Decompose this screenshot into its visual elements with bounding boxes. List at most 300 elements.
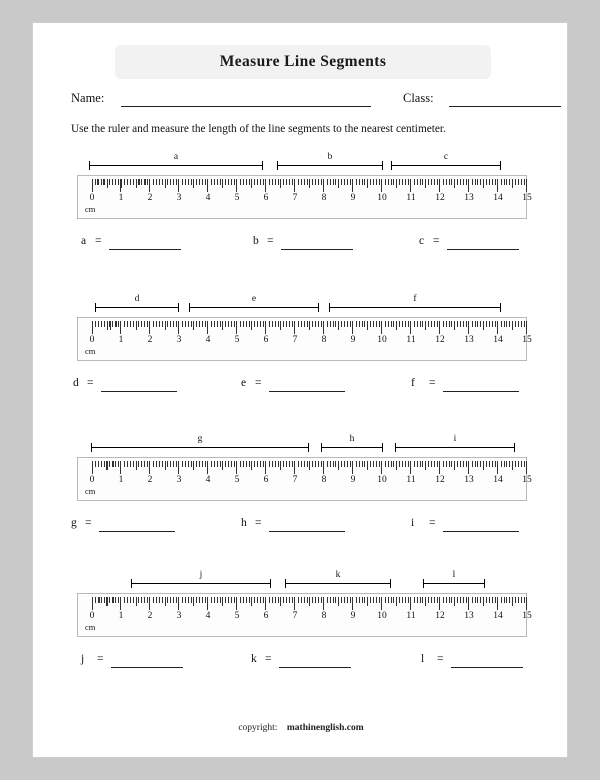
ruler-tick	[379, 461, 380, 467]
ruler-tick	[352, 179, 353, 192]
ruler-tick	[165, 321, 166, 330]
ruler-tick	[422, 179, 423, 185]
ruler-tick	[391, 461, 392, 467]
ruler-tick	[225, 179, 226, 185]
ruler-tick	[457, 179, 458, 185]
ruler-tick	[178, 597, 179, 610]
ruler-tick	[159, 461, 160, 467]
answer-row	[33, 653, 569, 673]
ruler-number: 13	[464, 193, 474, 203]
ruler-tick	[176, 321, 177, 327]
answer-key-j: j	[81, 653, 85, 665]
ruler-tick	[115, 597, 116, 603]
ruler-tick	[153, 461, 154, 467]
ruler-tick	[286, 179, 287, 185]
ruler-tick	[104, 321, 105, 327]
segment-bar-c	[391, 165, 501, 166]
ruler-tick	[207, 461, 208, 474]
ruler-number: 1	[118, 335, 124, 345]
ruler-tick	[381, 179, 382, 192]
segment-bar-h	[321, 447, 383, 448]
ruler-tick	[101, 597, 102, 603]
ruler-tick	[352, 321, 353, 334]
ruler-tick	[220, 321, 221, 327]
ruler-tick	[199, 179, 200, 185]
ruler-tick	[202, 597, 203, 603]
ruler-tick	[356, 461, 357, 467]
ruler-tick	[207, 179, 208, 192]
ruler-number: 13	[464, 475, 474, 485]
ruler-tick	[483, 179, 484, 188]
segment-bar-g	[91, 447, 309, 448]
segment-label-g: g	[197, 434, 203, 444]
ruler-tick	[367, 179, 368, 188]
ruler-tick	[367, 461, 368, 470]
ruler-tick	[156, 321, 157, 327]
ruler-tick	[509, 179, 510, 185]
ruler-tick	[347, 461, 348, 467]
ruler-tick	[147, 461, 148, 467]
ruler-tick	[196, 461, 197, 467]
ruler-tick	[437, 179, 438, 185]
ruler-tick	[130, 321, 131, 327]
ruler-tick	[495, 321, 496, 327]
ruler-tick	[275, 597, 276, 603]
ruler-tick	[289, 461, 290, 467]
ruler-tick	[165, 461, 166, 470]
ruler-tick	[275, 179, 276, 185]
ruler-tick	[504, 461, 505, 467]
ruler-tick	[254, 597, 255, 603]
ruler-tick	[521, 597, 522, 603]
ruler-tick	[341, 179, 342, 185]
segment-label-l: l	[452, 570, 456, 580]
ruler-tick	[443, 179, 444, 185]
ruler-tick	[414, 597, 415, 603]
ruler-tick	[492, 179, 493, 185]
ruler-tick	[460, 179, 461, 185]
ruler-tick	[265, 597, 266, 610]
ruler-tick	[170, 179, 171, 185]
ruler-tick	[417, 321, 418, 327]
ruler-tick	[359, 179, 360, 185]
ruler-tick	[333, 179, 334, 185]
ruler-tick	[504, 179, 505, 185]
ruler-tick	[446, 179, 447, 185]
ruler-tick	[489, 597, 490, 603]
ruler-tick	[280, 597, 281, 606]
ruler-number: 1	[118, 611, 124, 621]
ruler-number: 11	[406, 335, 416, 345]
ruler-number: 11	[406, 475, 416, 485]
ruler-tick	[480, 321, 481, 327]
ruler-tick	[159, 321, 160, 327]
ruler-number: 14	[493, 335, 503, 345]
ruler-tick	[312, 179, 313, 185]
ruler-number: 6	[263, 335, 269, 345]
ruler-tick	[298, 461, 299, 467]
ruler-tick	[312, 597, 313, 603]
ruler-tick	[254, 321, 255, 327]
class-input[interactable]	[449, 106, 561, 107]
segment-row	[33, 435, 569, 455]
answer-blank-g[interactable]	[99, 531, 175, 532]
ruler-number: 0	[89, 193, 95, 203]
ruler-tick	[193, 461, 194, 470]
ruler-tick	[422, 597, 423, 603]
ruler-tick	[381, 321, 382, 334]
ruler-tick	[278, 321, 279, 327]
ruler-tick	[344, 461, 345, 467]
ruler-tick	[434, 321, 435, 327]
ruler-tick	[454, 597, 455, 606]
ruler-tick	[408, 321, 409, 327]
name-input[interactable]	[121, 106, 371, 107]
ruler-tick	[402, 179, 403, 185]
ruler-tick	[330, 321, 331, 327]
ruler-tick	[167, 597, 168, 603]
answer-key-l: l	[421, 653, 425, 665]
ruler-tick	[236, 179, 237, 192]
answer-key-d: d	[73, 377, 79, 389]
ruler-number: 12	[435, 335, 445, 345]
segment-label-b: b	[327, 152, 333, 162]
ruler-tick	[405, 597, 406, 603]
segment-label-d: d	[134, 294, 140, 304]
ruler-tick	[202, 461, 203, 467]
ruler-tick	[410, 461, 411, 474]
ruler-tick	[92, 321, 93, 334]
ruler-tick	[112, 597, 113, 603]
ruler-tick	[124, 321, 125, 327]
ruler-tick	[234, 461, 235, 467]
ruler-tick	[501, 461, 502, 467]
ruler-tick	[431, 461, 432, 467]
ruler-tick	[107, 597, 108, 606]
ruler-tick	[173, 321, 174, 327]
ruler-tick	[333, 597, 334, 603]
ruler-tick	[257, 597, 258, 603]
ruler-tick	[472, 321, 473, 327]
ruler-tick	[350, 321, 351, 327]
ruler-tick	[269, 597, 270, 603]
ruler-tick	[468, 179, 469, 192]
ruler-tick	[191, 597, 192, 603]
ruler-tick	[515, 461, 516, 467]
ruler-tick	[388, 179, 389, 185]
ruler-tick	[120, 179, 121, 192]
ruler-tick	[249, 321, 250, 327]
ruler-tick	[182, 461, 183, 467]
ruler-tick	[254, 461, 255, 467]
ruler-tick	[188, 179, 189, 185]
ruler-tick	[246, 461, 247, 467]
ruler-tick	[173, 597, 174, 603]
ruler-tick	[211, 597, 212, 603]
ruler-tick	[246, 179, 247, 185]
ruler-tick	[341, 597, 342, 603]
ruler-tick	[292, 321, 293, 327]
ruler-tick	[315, 597, 316, 603]
ruler-tick	[307, 321, 308, 327]
ruler-tick	[236, 597, 237, 610]
ruler-tick	[451, 179, 452, 185]
ruler-tick	[468, 461, 469, 474]
ruler-tick	[335, 321, 336, 327]
ruler-tick	[524, 179, 525, 185]
ruler-number: 5	[234, 611, 240, 621]
ruler-tick	[286, 461, 287, 467]
ruler-tick	[506, 597, 507, 603]
ruler-tick	[182, 179, 183, 185]
answer-blank-c[interactable]	[447, 249, 519, 250]
answer-blank-f[interactable]	[443, 391, 519, 392]
ruler-tick	[220, 597, 221, 603]
segment-bar-b	[277, 165, 383, 166]
answer-row	[33, 235, 569, 255]
equals-sign: =	[267, 235, 274, 247]
segment-bar-f	[329, 307, 501, 308]
ruler-tick	[112, 461, 113, 467]
answer-blank-e[interactable]	[269, 391, 345, 392]
ruler-tick	[425, 597, 426, 606]
ruler-tick	[356, 597, 357, 603]
ruler-tick	[120, 321, 121, 334]
ruler-tick	[428, 461, 429, 467]
ruler-tick	[156, 461, 157, 467]
answer-blank-i[interactable]	[443, 531, 519, 532]
ruler	[77, 457, 532, 501]
ruler-tick	[236, 321, 237, 334]
ruler-tick	[338, 179, 339, 188]
instruction-text: Use the ruler and measure the length of the line segments to the nearest centimeter.	[71, 123, 446, 135]
ruler-tick	[480, 179, 481, 185]
equals-sign: =	[429, 377, 436, 389]
ruler-tick	[144, 597, 145, 603]
answer-blank-a[interactable]	[109, 249, 181, 250]
ruler-number: 14	[493, 475, 503, 485]
ruler-tick	[178, 179, 179, 192]
paper-sheet	[32, 22, 568, 758]
ruler-tick	[489, 461, 490, 467]
ruler-tick	[133, 461, 134, 467]
ruler-tick	[385, 461, 386, 467]
ruler-tick	[449, 179, 450, 185]
ruler-tick	[344, 597, 345, 603]
ruler-unit-label: cm	[85, 204, 96, 214]
ruler-tick	[207, 597, 208, 610]
answer-blank-h[interactable]	[269, 531, 345, 532]
ruler-tick	[130, 179, 131, 185]
ruler-tick	[257, 461, 258, 467]
ruler-tick	[265, 461, 266, 474]
ruler-tick	[176, 179, 177, 185]
ruler-ticks	[78, 176, 532, 203]
ruler-number: 9	[350, 335, 356, 345]
ruler-tick	[170, 597, 171, 603]
ruler-tick	[112, 179, 113, 185]
ruler-tick	[335, 179, 336, 185]
ruler-tick	[420, 461, 421, 467]
ruler-tick	[396, 179, 397, 188]
ruler-tick	[272, 461, 273, 467]
ruler-tick	[196, 179, 197, 185]
ruler-tick	[294, 461, 295, 474]
equals-sign: =	[95, 235, 102, 247]
segment-bar-d	[95, 307, 179, 308]
ruler-tick	[333, 461, 334, 467]
ruler-tick	[278, 597, 279, 603]
ruler-tick	[399, 179, 400, 185]
ruler-tick	[521, 321, 522, 327]
ruler-tick	[376, 321, 377, 327]
ruler-tick	[391, 321, 392, 327]
ruler-tick	[443, 461, 444, 467]
ruler-tick	[231, 321, 232, 327]
ruler-tick	[338, 597, 339, 606]
ruler-number: 8	[321, 193, 327, 203]
segment-bar-j	[131, 583, 271, 584]
ruler-unit-label: cm	[85, 486, 96, 496]
page-title: Measure Line Segments	[219, 53, 387, 70]
ruler-tick	[439, 321, 440, 334]
ruler-tick	[275, 461, 276, 467]
ruler-tick	[454, 179, 455, 188]
ruler-tick	[294, 321, 295, 334]
ruler-number: 8	[321, 475, 327, 485]
ruler-tick	[399, 461, 400, 467]
ruler-tick	[118, 461, 119, 467]
ruler-tick	[304, 461, 305, 467]
ruler-tick	[199, 597, 200, 603]
ruler-tick	[165, 179, 166, 188]
ruler-tick	[222, 321, 223, 330]
ruler-number: 8	[321, 335, 327, 345]
ruler-number: 0	[89, 611, 95, 621]
ruler-tick	[234, 321, 235, 327]
ruler-tick	[98, 321, 99, 327]
ruler-tick	[141, 597, 142, 603]
ruler-tick	[228, 179, 229, 185]
answer-row	[33, 377, 569, 397]
ruler-tick	[515, 179, 516, 185]
ruler-tick	[437, 321, 438, 327]
ruler-tick	[323, 461, 324, 474]
ruler-number: 6	[263, 475, 269, 485]
ruler-tick	[249, 461, 250, 467]
ruler-tick	[466, 597, 467, 603]
ruler-tick	[202, 321, 203, 327]
answer-blank-b[interactable]	[281, 249, 353, 250]
ruler-tick	[188, 321, 189, 327]
ruler-tick	[269, 321, 270, 327]
ruler-number: 8	[321, 611, 327, 621]
ruler-unit-label: cm	[85, 346, 96, 356]
ruler-number: 10	[377, 193, 387, 203]
ruler-tick	[526, 179, 527, 192]
ruler-tick	[477, 179, 478, 185]
ruler-number: 0	[89, 475, 95, 485]
ruler-tick	[439, 461, 440, 474]
segment-row	[33, 153, 569, 173]
ruler-tick	[95, 597, 96, 603]
ruler-tick	[185, 321, 186, 327]
answer-blank-l[interactable]	[451, 667, 523, 668]
ruler-tick	[446, 461, 447, 467]
ruler-tick	[428, 321, 429, 327]
ruler-tick	[428, 597, 429, 603]
ruler-tick	[92, 597, 93, 610]
ruler-tick	[312, 461, 313, 467]
ruler-tick	[211, 461, 212, 467]
ruler-tick	[396, 461, 397, 470]
ruler-tick	[243, 461, 244, 467]
ruler-tick	[475, 461, 476, 467]
ruler-number: 7	[292, 193, 298, 203]
ruler-number: 15	[522, 335, 532, 345]
answer-key-e: e	[241, 377, 247, 389]
ruler-tick	[321, 597, 322, 603]
answer-blank-j[interactable]	[111, 667, 183, 668]
ruler-tick	[95, 321, 96, 327]
ruler-tick	[388, 597, 389, 603]
ruler-tick	[497, 597, 498, 610]
ruler-tick	[509, 321, 510, 327]
ruler-tick	[405, 321, 406, 327]
ruler-tick	[304, 597, 305, 603]
answer-key-g: g	[71, 517, 77, 529]
ruler-number: 13	[464, 611, 474, 621]
ruler-tick	[521, 179, 522, 185]
ruler-tick	[240, 179, 241, 185]
ruler-tick	[518, 597, 519, 603]
ruler-tick	[410, 179, 411, 192]
answer-blank-k[interactable]	[279, 667, 351, 668]
ruler-tick	[506, 179, 507, 185]
ruler-tick	[133, 179, 134, 185]
ruler-tick	[167, 461, 168, 467]
ruler-tick	[501, 597, 502, 603]
ruler-tick	[486, 321, 487, 327]
ruler-tick	[95, 179, 96, 185]
ruler-tick	[512, 461, 513, 470]
ruler-tick	[156, 179, 157, 185]
ruler-tick	[315, 321, 316, 327]
ruler-tick	[312, 321, 313, 327]
ruler-tick	[370, 597, 371, 603]
ruler-tick	[330, 179, 331, 185]
ruler-tick	[434, 179, 435, 185]
ruler-tick	[381, 461, 382, 474]
ruler-tick	[323, 597, 324, 610]
ruler-tick	[162, 461, 163, 467]
ruler-tick	[149, 321, 150, 334]
ruler-tick	[115, 461, 116, 467]
ruler-tick	[162, 321, 163, 327]
ruler-tick	[272, 321, 273, 327]
ruler-tick	[483, 597, 484, 606]
ruler-tick	[327, 597, 328, 603]
answer-blank-d[interactable]	[101, 391, 177, 392]
ruler-tick	[379, 321, 380, 327]
ruler-tick	[220, 461, 221, 467]
ruler-tick	[240, 597, 241, 603]
ruler-number: 10	[377, 335, 387, 345]
ruler-tick	[318, 179, 319, 185]
ruler-tick	[301, 461, 302, 467]
ruler-tick	[138, 461, 139, 467]
ruler-tick	[124, 179, 125, 185]
